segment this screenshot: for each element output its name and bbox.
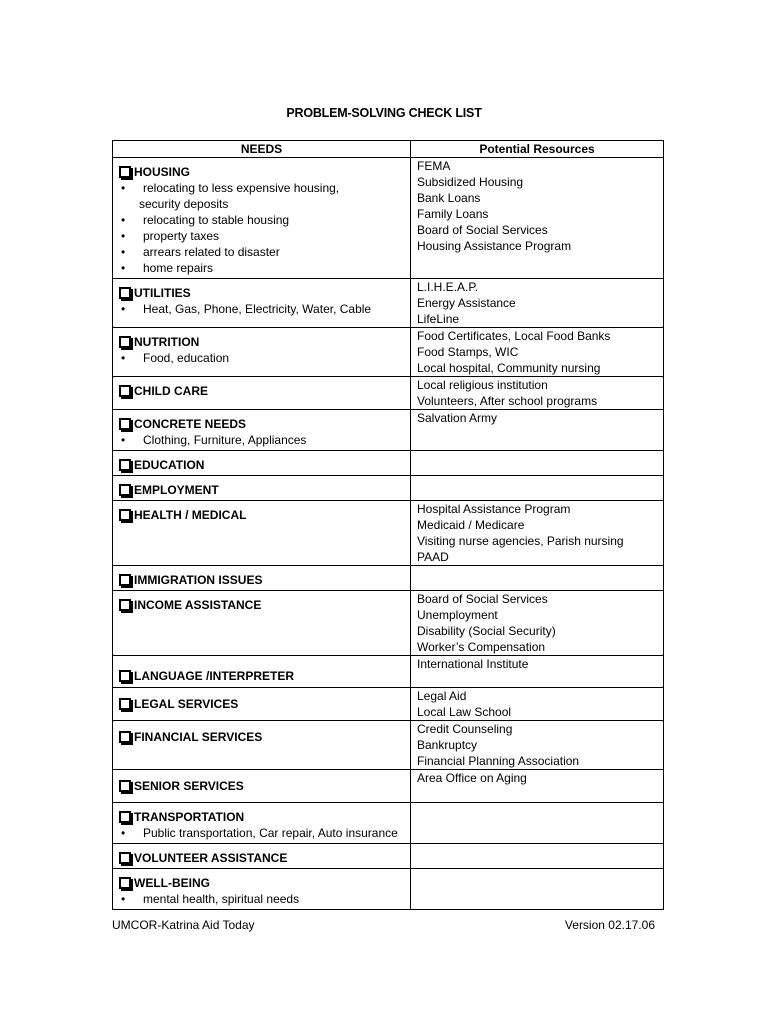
category-label: EDUCATION [134,458,205,472]
resource-item: Local religious institution [417,378,548,392]
resources-cell [411,591,664,656]
needs-cell [113,279,411,328]
resource-item: Volunteers, After school programs [417,394,598,408]
need-row-child-care [113,377,664,410]
category-heading [119,658,406,684]
resources-cell [411,803,664,844]
resource-item: Board of Social Services [417,592,548,606]
resources-cell [411,656,664,688]
checkbox-icon[interactable] [119,287,131,299]
need-row-health-medical [113,501,664,566]
checkbox-icon[interactable] [119,698,131,710]
category-heading [119,568,406,588]
needs-cell [113,803,411,844]
needs-cell [113,721,411,770]
resource-item: Subsidized Housing [417,175,524,189]
checkbox-icon[interactable] [119,780,131,792]
resources-cell [411,869,664,910]
resource-item: Worker’s Compensation [417,640,546,654]
resource-item: International Institute [417,657,529,671]
need-items [119,350,406,366]
checkbox-icon[interactable] [119,459,131,471]
needs-cell [113,501,411,566]
checkbox-icon[interactable] [119,574,131,586]
resource-item: Bankruptcy [417,738,478,752]
item-text: relocating to less expensive housing, [143,181,340,195]
list-item: • property taxes [119,228,406,244]
category-heading [119,379,406,399]
need-row-housing [113,158,664,279]
need-row-language-interpreter [113,656,664,688]
category-heading [119,772,406,794]
category-label: NUTRITION [134,335,200,349]
category-heading [119,281,406,301]
category-label: INCOME ASSISTANCE [134,598,262,612]
category-heading [119,503,406,523]
need-row-transportation [113,803,664,844]
need-row-nutrition [113,328,664,377]
checkbox-icon[interactable] [119,418,131,430]
needs-header: NEEDS [113,141,411,158]
category-heading [119,453,406,473]
page-title: PROBLEM-SOLVING CHECK LIST [286,106,482,120]
resources-cell [411,770,664,803]
need-row-well-being [113,869,664,910]
resource-item: Credit Counseling [417,722,513,736]
resource-item: Area Office on Aging [417,771,527,785]
list-item: • relocating to stable housing [119,212,406,228]
category-label: UTILITIES [134,286,191,300]
needs-cell [113,688,411,721]
checkbox-icon[interactable] [119,852,131,864]
need-row-education [113,451,664,476]
resources-cell [411,377,664,410]
resource-item: Disability (Social Security) [417,624,556,638]
needs-cell [113,869,411,910]
need-row-legal-services [113,688,664,721]
needs-cell [113,410,411,451]
needs-cell [113,591,411,656]
resource-item: Housing Assistance Program [417,239,572,253]
category-label: TRANSPORTATION [134,810,245,824]
needs-cell [113,656,411,688]
category-heading [119,330,406,350]
need-row-immigration-issues [113,566,664,591]
needs-cell [113,770,411,803]
category-label: SENIOR SERVICES [134,779,244,793]
resource-item: Financial Planning Association [417,754,580,768]
resource-item: Board of Social Services [417,223,548,237]
needs-cell [113,451,411,476]
category-heading [119,412,406,432]
needs-cell [113,377,411,410]
checkbox-icon[interactable] [119,385,131,397]
category-label: VOLUNTEER ASSISTANCE [134,851,288,865]
resources-cell [411,279,664,328]
item-text-continued: security deposits [139,197,229,211]
checklist-table [112,140,664,910]
list-item: • Heat, Gas, Phone, Electricity, Water, Cable [119,301,406,317]
list-item: • arrears related to disaster [119,244,406,260]
need-items [119,432,406,448]
resource-item: FEMA [417,159,451,173]
resource-item: L.I.H.E.A.P. [417,280,479,294]
resource-item: LifeLine [417,312,460,326]
category-label: CHILD CARE [134,384,208,398]
needs-cell [113,158,411,279]
resource-item: Visiting nurse agencies, Parish nursing [417,534,624,548]
resources-cell [411,688,664,721]
checkbox-icon[interactable] [119,670,131,682]
resource-item: Energy Assistance [417,296,516,310]
need-items [119,180,406,276]
category-label: WELL-BEING [134,876,210,890]
checkbox-icon[interactable] [119,731,131,743]
category-heading [119,871,406,891]
resource-item: Local Law School [417,705,512,719]
list-item: • Food, education [119,350,406,366]
checkbox-icon[interactable] [119,166,131,178]
category-label: IMMIGRATION ISSUES [134,573,263,587]
header-row [113,141,664,158]
footer-organization: UMCOR-Katrina Aid Today [112,918,255,932]
category-label: HEALTH / MEDICAL [134,508,247,522]
resources-cell [411,501,664,566]
need-row-volunteer-assistance [113,844,664,869]
category-label: CONCRETE NEEDS [134,417,247,431]
list-item: • home repairs [119,260,406,276]
needs-cell [113,476,411,501]
checkbox-icon[interactable] [119,877,131,889]
resources-cell [411,721,664,770]
need-items [119,301,406,317]
category-heading [119,478,406,498]
checkbox-icon[interactable] [119,484,131,496]
footer-version: Version 02.17.06 [564,918,655,932]
need-row-income-assistance [113,591,664,656]
category-heading [119,690,406,712]
resource-item: Food Certificates, Local Food Banks [417,329,611,343]
resource-item: PAAD [417,550,449,564]
category-label: LEGAL SERVICES [134,697,239,711]
checkbox-icon[interactable] [119,509,131,521]
need-items [119,825,406,841]
checkbox-icon[interactable] [119,599,131,611]
resources-cell [411,410,664,451]
list-item: • mental health, spiritual needs [119,891,406,907]
list-item: • Clothing, Furniture, Appliances [119,432,406,448]
resource-item: Food Stamps, WIC [417,345,519,359]
needs-cell [113,844,411,869]
resource-item: Unemployment [417,608,498,622]
category-label: HOUSING [134,165,191,179]
resource-item: Hospital Assistance Program [417,502,571,516]
need-row-utilities [113,279,664,328]
category-heading [119,723,406,745]
resource-item: Bank Loans [417,191,481,205]
checkbox-icon[interactable] [119,336,131,348]
checkbox-icon[interactable] [119,811,131,823]
resources-cell [411,451,664,476]
resource-item: Legal Aid [417,689,467,703]
category-heading [119,846,406,866]
category-heading [119,805,406,825]
need-row-senior-services [113,770,664,803]
needs-cell [113,566,411,591]
resources-cell [411,476,664,501]
category-label: LANGUAGE /INTERPRETER [134,669,295,683]
need-row-concrete-needs [113,410,664,451]
category-heading [119,593,406,613]
resources-cell [411,328,664,377]
resource-item: Medicaid / Medicare [417,518,525,532]
category-heading [119,160,406,180]
resources-header: Potential Resources [411,141,664,158]
list-item [119,180,406,212]
list-item: • Public transportation, Car repair, Auto insurance [119,825,406,841]
resource-item: Salvation Army [417,411,498,425]
need-row-employment [113,476,664,501]
resources-cell [411,158,664,279]
resources-cell [411,566,664,591]
need-row-financial-services [113,721,664,770]
needs-cell [113,328,411,377]
resource-item: Family Loans [417,207,489,221]
resources-cell [411,844,664,869]
need-items [119,891,406,907]
resource-item: Local hospital, Community nursing [417,361,601,375]
category-label: EMPLOYMENT [134,483,219,497]
category-label: FINANCIAL SERVICES [134,730,263,744]
